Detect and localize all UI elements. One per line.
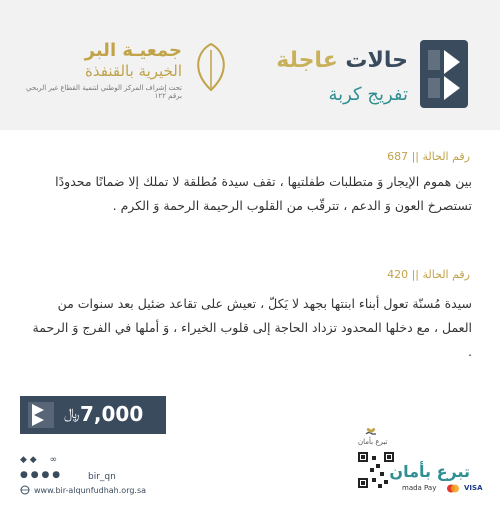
link-icon: ∞ — [49, 455, 58, 465]
title-accent: عاجلة — [276, 48, 338, 73]
mastercard-icon — [446, 484, 460, 493]
donation-amount: 7,000 — [80, 402, 144, 426]
header — [0, 0, 500, 130]
location-icon: ◆ — [29, 455, 37, 465]
whatsapp-icon[interactable]: ● — [52, 470, 61, 480]
brand-mark-icon — [26, 400, 56, 430]
title-main: حالات — [345, 48, 408, 73]
leaf-logo-icon — [186, 40, 236, 96]
page-title — [276, 48, 408, 73]
snapchat-icon[interactable]: ● — [20, 470, 28, 480]
payment-mastercard — [446, 484, 460, 495]
hand-heart-icon — [364, 424, 378, 438]
payment-applepay: Pay — [424, 484, 437, 492]
case-number: رقم الحالة || 687 — [387, 150, 470, 163]
payment-mada: mada — [402, 484, 422, 492]
case-number: رقم الحالة || 420 — [387, 268, 470, 281]
case-description: بين هموم الإيجار وَ متطلبات طفلتيها ، تقف سيدة مُطلقة لا تملك إلا ضمانًا محدودًا تستصرخ العون وَ الدعم ، تترقّب من القلوب الرحيمة الرحمة وَ الكرم . — [55, 174, 472, 213]
org-name-line1: جمعيـة البر — [84, 40, 182, 61]
org-name-line2: الخيرية بالقنفذة — [85, 62, 182, 80]
payment-visa: VISA — [464, 484, 483, 492]
footer-contact-icons — [20, 455, 57, 465]
qr-label: تبرع بأمان — [358, 438, 388, 446]
instagram-icon[interactable]: ● — [30, 470, 39, 480]
brand-logo-icon — [420, 40, 468, 108]
case-description: سيدة مُسنّة تعول أبناء ابنتها بجهد لا يَكلّ ، تعيش على تقاعد ضئيل بعد سنوات من العمل ، مع دخلها المحدود تزداد الحاجة إلى قلوب الخيراء ، وَ أملها في الفرج وَ الرحمة . — [32, 296, 472, 359]
donate-safe-label: تبرع بأمان — [389, 462, 470, 481]
website-link[interactable]: www.bir-alqunfudhah.org.sa — [34, 486, 147, 495]
page-subtitle: تفريج كربة — [328, 84, 408, 105]
social-handle: bir_qn — [88, 472, 116, 482]
org-note: تحت إشراف المركز الوطني لتنمية القطاع غير الربحي برقم ١٢٢ — [26, 84, 182, 100]
social-icons — [20, 470, 60, 480]
globe-icon — [20, 485, 30, 495]
people-icon: ◆ — [20, 455, 27, 465]
currency-symbol: ﷼ — [64, 406, 80, 422]
org-logo — [22, 34, 242, 104]
twitter-icon[interactable]: ● — [41, 470, 50, 480]
donation-amount-box[interactable] — [20, 396, 166, 434]
